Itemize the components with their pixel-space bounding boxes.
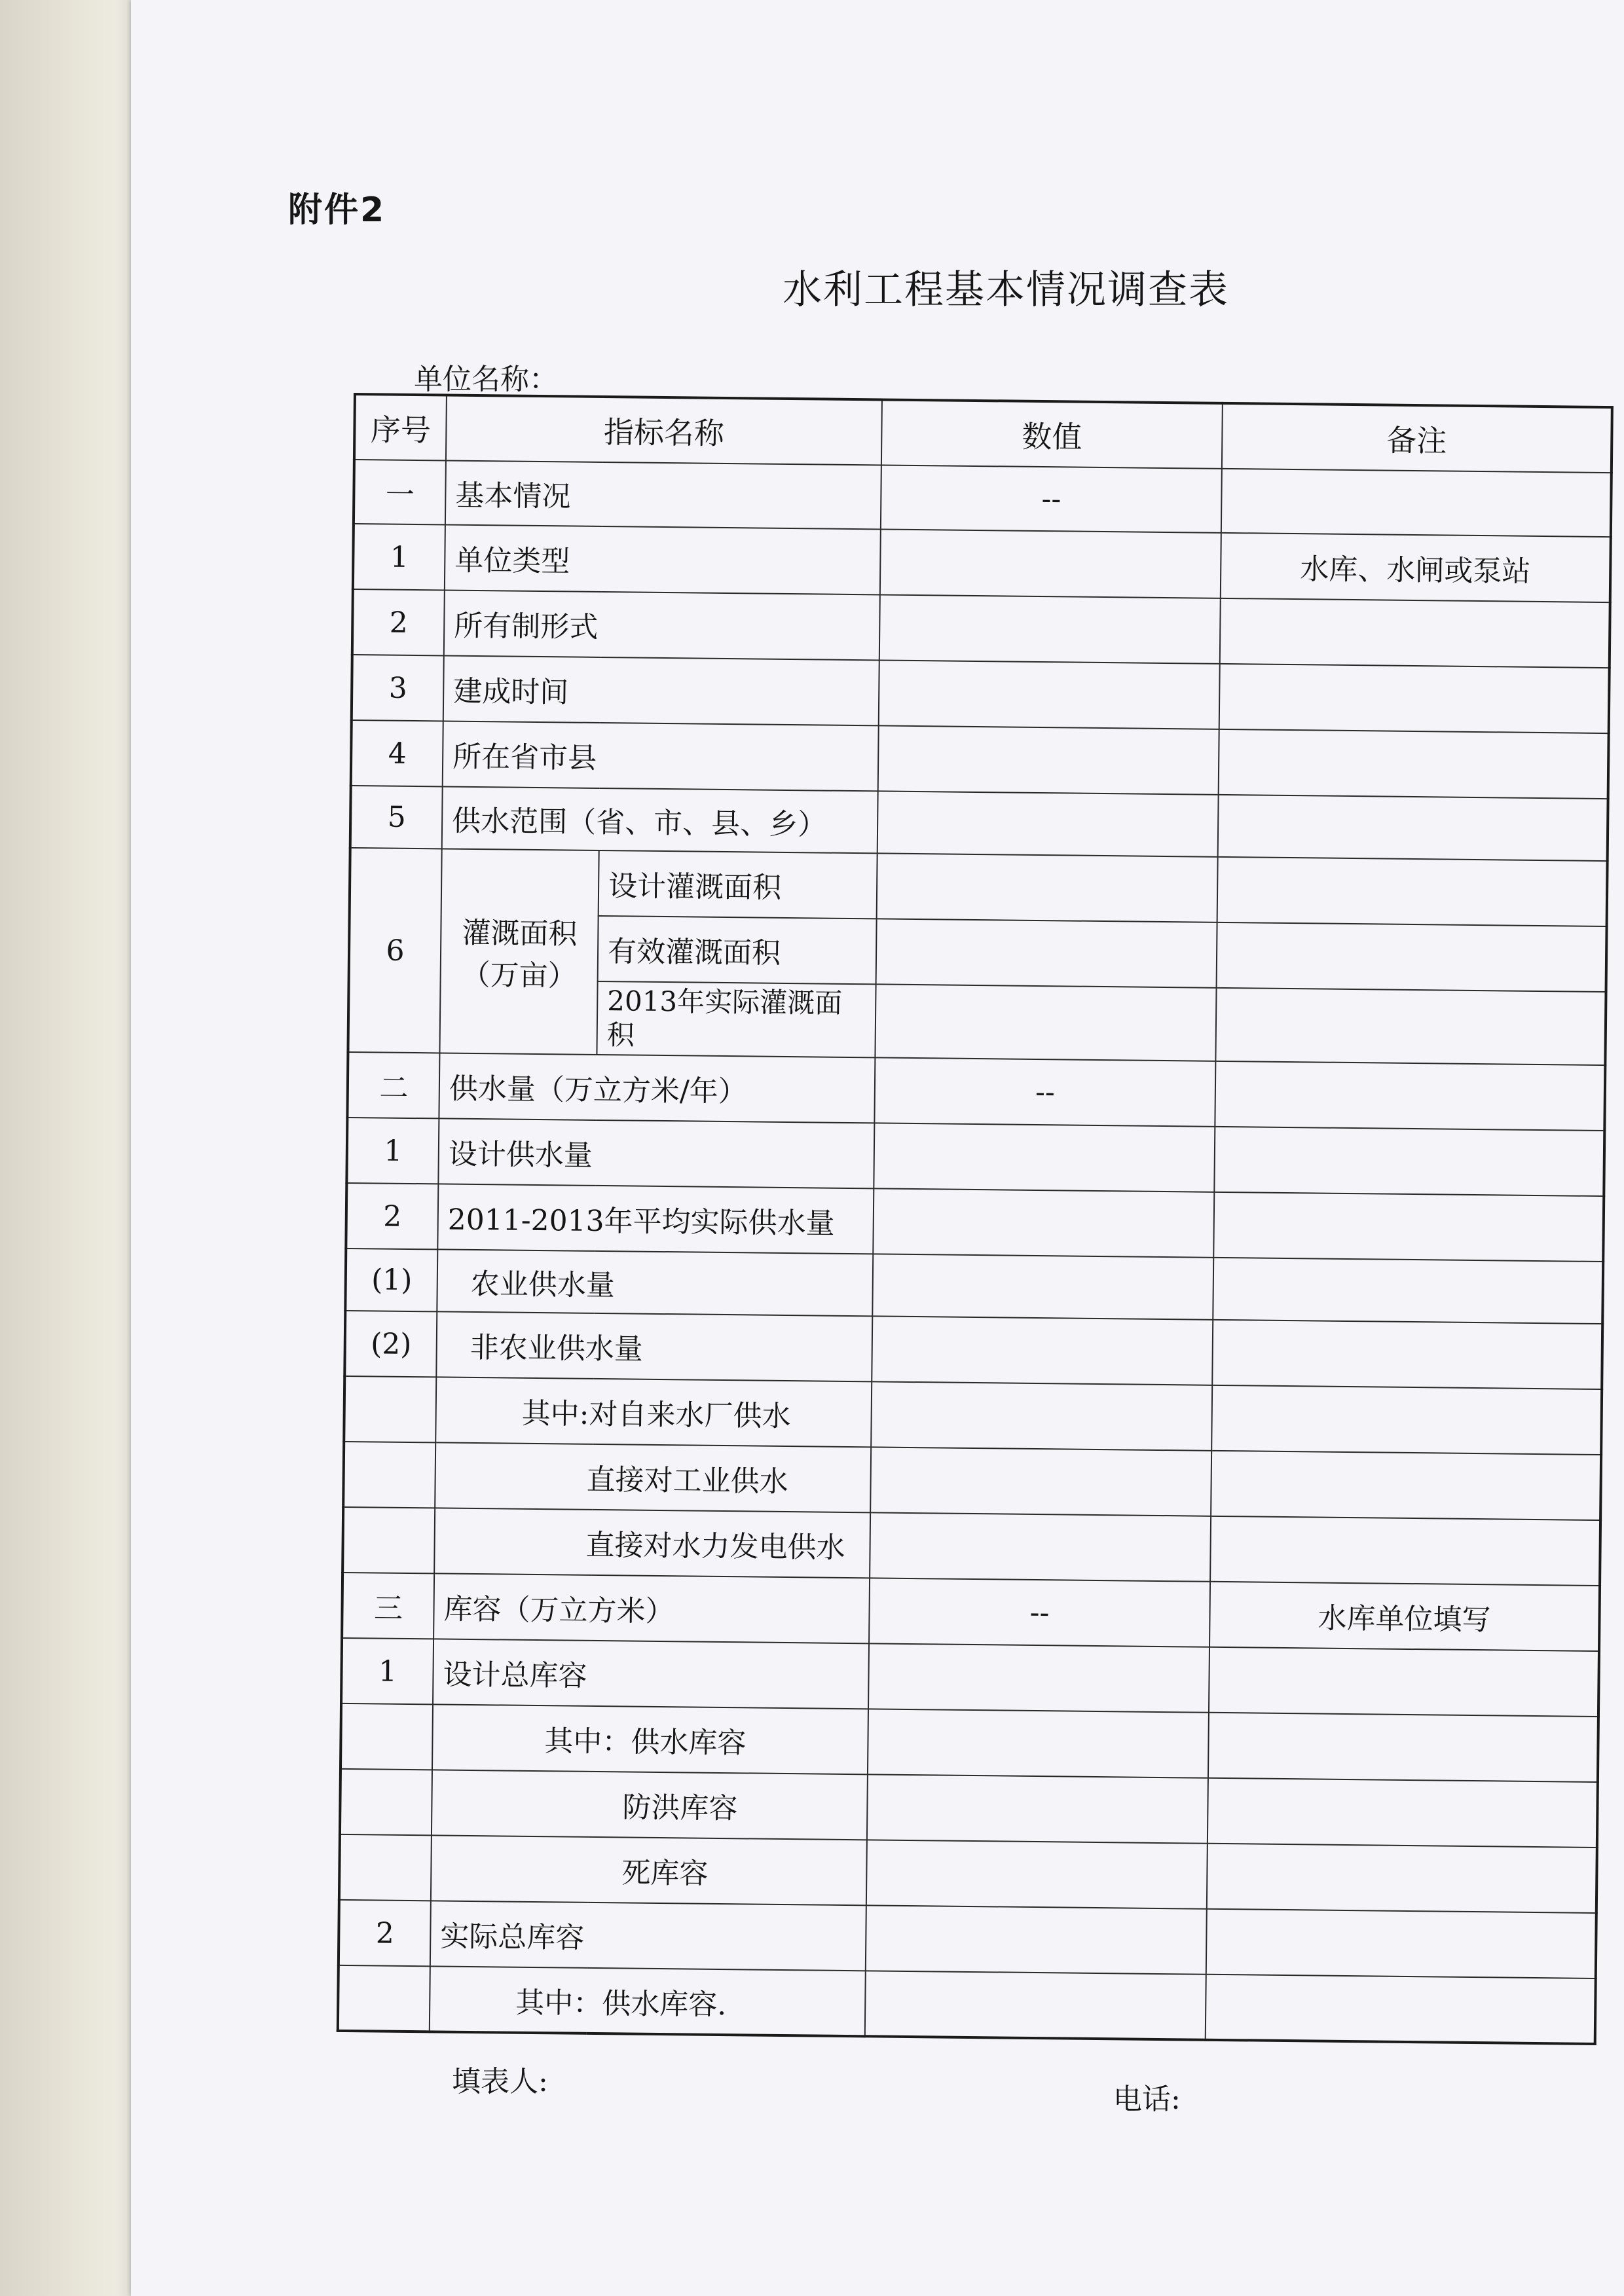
row-value[interactable]	[871, 1381, 1212, 1450]
attachment-label: 附件2	[288, 191, 386, 230]
row-name: 设计供水量	[438, 1118, 874, 1188]
row-remark[interactable]	[1212, 1320, 1602, 1389]
row-no: 6	[348, 848, 441, 1053]
row-no	[338, 1965, 430, 2032]
row-remark[interactable]	[1208, 1778, 1598, 1848]
row-value[interactable]	[879, 660, 1220, 729]
row-remark[interactable]	[1215, 1061, 1605, 1131]
row-name: 其中:对自来水厂供水	[435, 1377, 872, 1447]
row-value[interactable]	[870, 1447, 1211, 1516]
row-name: 其中：供水库容	[432, 1704, 868, 1774]
row-no: 5	[350, 786, 443, 848]
row-remark[interactable]	[1215, 988, 1606, 1065]
row-remark[interactable]	[1211, 1451, 1601, 1520]
row-subname: 设计灌溉面积	[599, 850, 877, 919]
irrigation-group-label: 灌溉面积（万亩）	[439, 848, 599, 1054]
row-name: 基本情况	[445, 460, 881, 529]
row-name: 2011-2013年平均实际供水量	[437, 1184, 874, 1254]
row-name: 实际总库容	[430, 1901, 866, 1971]
row-remark[interactable]	[1208, 1713, 1598, 1782]
row-value[interactable]	[875, 984, 1216, 1061]
row-subname: 2013年实际灌溉面积	[597, 981, 876, 1057]
filler-label: 填表人:	[452, 2065, 548, 2098]
row-name: 所在省市县	[443, 721, 879, 791]
row-remark[interactable]	[1219, 664, 1610, 733]
survey-table	[337, 393, 1614, 2045]
row-value[interactable]	[877, 853, 1218, 922]
row-name: 建成时间	[443, 655, 879, 725]
row-remark[interactable]	[1217, 922, 1607, 992]
row-no: 1	[346, 1118, 439, 1184]
row-no	[339, 1834, 432, 1901]
unit-name-label: 单位名称：	[414, 363, 558, 396]
row-value[interactable]	[878, 725, 1219, 794]
row-remark[interactable]	[1214, 1127, 1604, 1196]
row-no: 3	[352, 655, 444, 721]
row-value[interactable]	[868, 1643, 1209, 1712]
survey-table-wrap	[337, 393, 1611, 2036]
row-no	[344, 1376, 436, 1442]
row-no: 2	[346, 1183, 438, 1249]
row-value[interactable]	[874, 1123, 1215, 1192]
col-header-no: 序号	[354, 394, 447, 460]
row-value[interactable]	[866, 1905, 1207, 1974]
row-value[interactable]	[873, 1188, 1214, 1257]
row-name: 防洪库容	[432, 1770, 868, 1840]
table-row	[350, 848, 1608, 926]
row-remark[interactable]	[1207, 1844, 1597, 1913]
phone-label: 电话:	[1113, 2083, 1181, 2116]
row-remark[interactable]	[1206, 1909, 1596, 1978]
row-no	[342, 1507, 435, 1573]
row-value[interactable]	[865, 1971, 1206, 2039]
row-name: 直接对水力发电供水	[434, 1508, 870, 1578]
row-value[interactable]	[876, 919, 1217, 987]
row-value[interactable]	[870, 1512, 1211, 1581]
row-no: 1	[353, 524, 445, 590]
row-name: 农业供水量	[437, 1249, 873, 1316]
row-no: 三	[342, 1573, 434, 1639]
row-remark[interactable]	[1210, 1516, 1600, 1586]
row-value[interactable]	[877, 791, 1219, 856]
row-no	[340, 1769, 432, 1835]
row-name: 所有制形式	[444, 590, 880, 660]
row-value[interactable]	[866, 1840, 1208, 1908]
row-remark[interactable]: 水库单位填写	[1209, 1582, 1600, 1651]
row-no: (1)	[345, 1248, 437, 1311]
row-no	[343, 1442, 435, 1508]
col-header-name: 指标名称	[446, 395, 882, 465]
row-no: 一	[354, 460, 446, 524]
row-remark[interactable]	[1213, 1192, 1604, 1262]
row-value[interactable]: --	[874, 1057, 1215, 1126]
table-row	[338, 1965, 1596, 2044]
row-remark[interactable]	[1220, 598, 1610, 668]
row-name: 供水范围（省、市、县、乡）	[442, 786, 878, 853]
row-no: 4	[351, 720, 443, 786]
row-remark[interactable]	[1218, 795, 1608, 861]
row-no	[341, 1704, 433, 1770]
row-name: 直接对工业供水	[435, 1442, 871, 1512]
row-name: 单位类型	[445, 524, 881, 594]
row-value[interactable]	[880, 529, 1221, 598]
row-no: 二	[347, 1052, 439, 1118]
row-remark[interactable]	[1213, 1258, 1603, 1324]
row-value[interactable]	[872, 1316, 1213, 1385]
page-title: 水利工程基本情况调查表	[783, 267, 1229, 313]
row-subname: 有效灌溉面积	[598, 916, 877, 984]
row-value[interactable]	[867, 1774, 1208, 1843]
col-header-remark: 备注	[1222, 403, 1612, 473]
row-value[interactable]: --	[881, 465, 1222, 532]
row-remark[interactable]	[1206, 1975, 1596, 2044]
row-remark[interactable]	[1219, 729, 1609, 799]
row-remark[interactable]	[1211, 1385, 1602, 1455]
row-value[interactable]: --	[869, 1578, 1210, 1647]
row-value[interactable]	[868, 1709, 1209, 1777]
row-name: 非农业供水量	[436, 1311, 872, 1381]
row-no: 2	[352, 589, 445, 655]
row-name: 其中：供水库容.	[430, 1966, 866, 2036]
row-remark[interactable]	[1217, 857, 1608, 926]
row-name: 库容（万立方米）	[434, 1573, 870, 1643]
row-no: 1	[341, 1638, 434, 1704]
row-name: 设计总库容	[433, 1639, 869, 1709]
row-remark[interactable]: 水库、水闸或泵站	[1221, 533, 1611, 602]
row-name: 死库容	[431, 1835, 867, 1905]
row-remark[interactable]	[1221, 469, 1612, 537]
row-no: (2)	[344, 1311, 437, 1377]
row-value[interactable]	[879, 594, 1221, 663]
row-no: 2	[339, 1900, 431, 1966]
col-header-value: 数值	[881, 399, 1223, 468]
row-name: 供水量（万立方米/年）	[439, 1053, 875, 1123]
row-value[interactable]	[872, 1254, 1213, 1319]
row-remark[interactable]	[1209, 1647, 1599, 1717]
